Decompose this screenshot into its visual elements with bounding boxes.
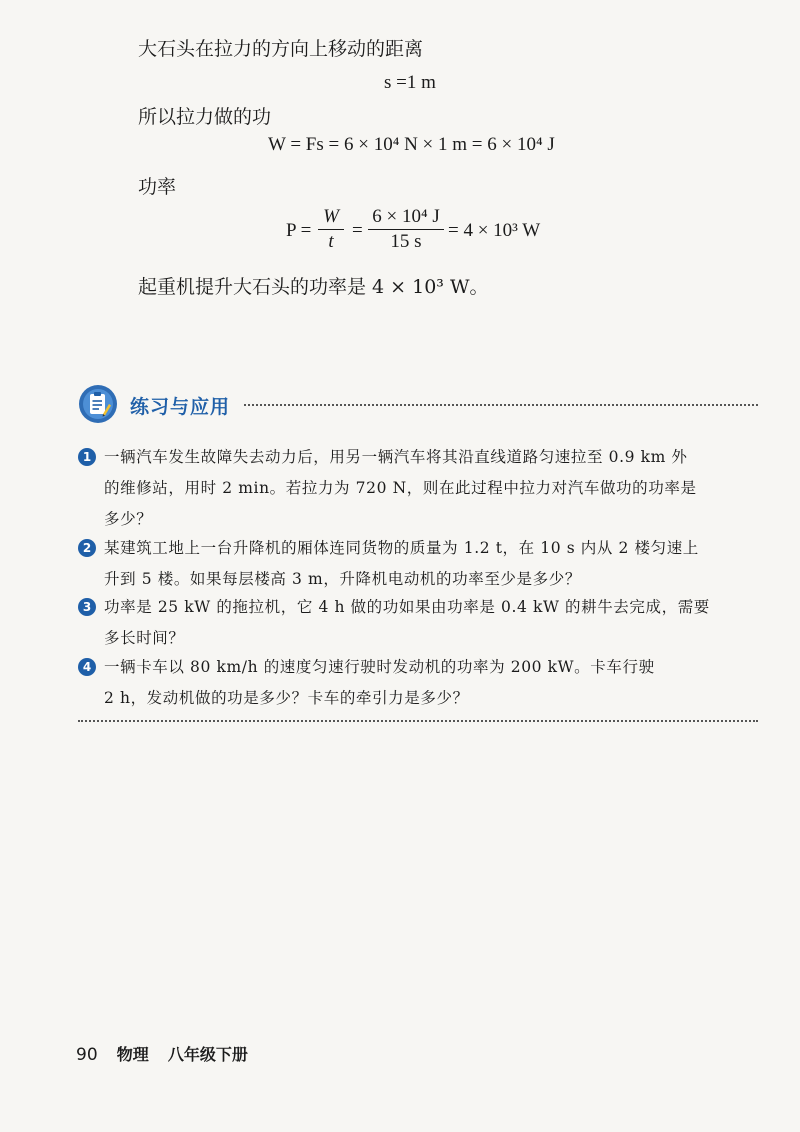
page-footer [76,1042,248,1065]
fraction-bar [318,229,344,230]
subject-label: 物理 [116,1045,149,1064]
exercise-item-3 [82,592,764,654]
exercise-section-header [78,384,758,424]
exercise-item-4 [82,652,764,714]
example-text-power: 功率 [138,176,177,198]
exercise-text: 功率是 25 kW 的拖拉机，它 4 h 做的功如果由功率是 0.4 kW 的耕牛去完成，需要 多长时间？ [104,598,710,647]
power-fraction-symbolic [318,206,344,253]
section-title: 练习与应用 [130,396,231,418]
fraction-numerator: W [323,206,339,227]
fraction-numerator: 6 × 10⁴ J [372,206,440,227]
fraction-denominator: 15 s [390,231,422,252]
exercise-number-badge: 4 [78,658,96,676]
example-conclusion: 起重机提升大石头的功率是 4 × 10³ W。 [138,276,489,298]
work-equation: W = Fs = 6 × 10⁴ N × 1 m = 6 × 10⁴ J [268,134,555,155]
example-text-distance: 大石头在拉力的方向上移动的距离 [138,38,424,60]
power-fraction-numeric [368,206,444,253]
example-text-work: 所以拉力做的功 [138,106,272,128]
exercise-number-badge: 3 [78,598,96,616]
equals-sign: = [352,220,363,241]
book-label: 八年级下册 [167,1045,248,1064]
fraction-denominator: t [328,231,334,252]
page-number: 90 [76,1045,98,1065]
exercise-number-badge: 2 [78,539,96,557]
exercise-item-2 [82,533,764,595]
exercise-text: 某建筑工地上一台升降机的厢体连同货物的质量为 1.2 t，在 10 s 内从 2 楼匀速上 升到 5 楼。如果每层楼高 3 m，升降机电动机的功率至少是多少？ [104,539,699,588]
exercise-text: 一辆卡车以 80 km/h 的速度匀速行驶时发动机的功率为 200 kW。卡车行驶 2 h，发动机做的功是多少？卡车的牵引力是多少？ [104,658,655,707]
distance-equation: s =1 m [384,72,436,93]
exercise-number-badge: 1 [78,448,96,466]
exercise-text: 一辆汽车发生故障失去动力后，用另一辆汽车将其沿直线道路匀速拉至 0.9 km 外 的维修站，用时 2 min。若拉力为 720 N，则在此过程中拉力对汽车做功的功率是 多少？ [104,448,697,528]
power-equation-lhs: P = [286,220,312,241]
dotted-divider [244,404,758,406]
section-end-divider [78,720,758,722]
exercise-item-1 [82,442,764,535]
power-result: = 4 × 10³ W [448,220,541,241]
fraction-bar [368,229,444,230]
clipboard-pencil-icon [78,384,118,424]
